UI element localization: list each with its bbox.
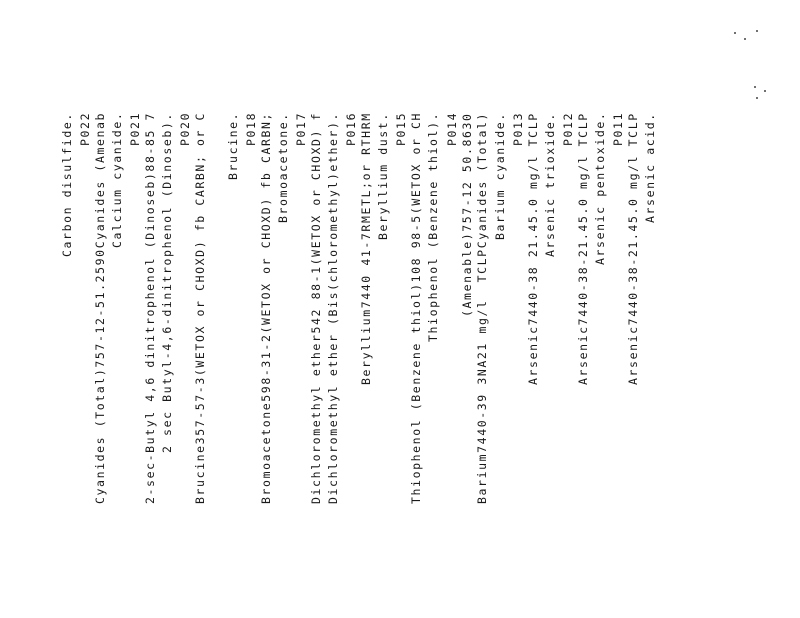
text-line: 2 sec Butyl-4,6-dinitrophenol (Dinoseb). bbox=[160, 112, 174, 453]
text-line: P011 bbox=[611, 112, 625, 147]
scan-speck bbox=[734, 32, 736, 34]
text-line: Dichloromethyl ether (Bis(chloromethyl)ether). bbox=[326, 112, 340, 505]
text-line: P020 bbox=[178, 112, 192, 147]
text-line: Arsenic acid. bbox=[643, 112, 657, 223]
text-line: P021 bbox=[128, 112, 142, 147]
text-line: Thiophenol (Benzene thiol). bbox=[426, 112, 440, 343]
text-line: Barium cyanide. bbox=[493, 112, 507, 240]
text-line: 2-sec-Butyl 4,6 dinitrophenol (Dinoseb)88-85 7 bbox=[143, 112, 157, 505]
text-line: Brucine357-57-3(WETOX or CHOXD) fb CARBN; or C bbox=[193, 112, 207, 505]
text-line: Arsenic pentoxide. bbox=[593, 112, 607, 266]
text-line: P014 bbox=[445, 112, 459, 147]
text-line: P015 bbox=[394, 112, 408, 147]
text-line: Carbon disulfide. bbox=[60, 112, 74, 257]
text-line: Arsenic7440-38-21.45.0 mg/l TCLP bbox=[576, 112, 590, 385]
text-line: Thiophenol (Benzene thiol)108 98-5(WETOX or CH bbox=[409, 112, 423, 505]
text-line: Dichloromethyl ether542 88-1(WETOX or CHOXD) f bbox=[309, 112, 323, 505]
text-line: Bromoacetone598-31-2(WETOX or CHOXD) fb CARBN; bbox=[259, 112, 273, 505]
text-line: P016 bbox=[344, 112, 358, 147]
text-line: Arsenic7440-38 21.45.0 mg/l TCLP bbox=[526, 112, 540, 385]
text-line: (Amenable)757-12 50.8630 bbox=[460, 112, 474, 317]
text-line: Cyanides (Total)757-12-51.2590Cyanides (Amenab bbox=[93, 112, 107, 505]
text-line: Bromoacetone. bbox=[276, 112, 290, 223]
text-line: P018 bbox=[244, 112, 258, 147]
scan-speck bbox=[756, 30, 758, 32]
text-line: Beryllium dust. bbox=[376, 112, 390, 240]
text-line: Barium7440-39 3NA21 mg/l TCLPCyanides (Total) bbox=[475, 112, 489, 505]
text-line: Arsenic7440-38-21.45.0 mg/l TCLP bbox=[626, 112, 640, 385]
text-line: Brucine. bbox=[226, 112, 240, 181]
text-line: P022 bbox=[78, 112, 92, 147]
scan-speck bbox=[764, 90, 766, 92]
scan-speck bbox=[744, 38, 746, 40]
text-line: P017 bbox=[294, 112, 308, 147]
scan-speck bbox=[754, 86, 756, 88]
text-line: Beryllium7440 41-7RMETL;or RTHRM bbox=[359, 112, 373, 385]
scan-speck bbox=[756, 97, 758, 99]
text-line: Calcium cyanide. bbox=[110, 112, 124, 249]
text-line: P012 bbox=[561, 112, 575, 147]
text-line: Arsenic trioxide. bbox=[543, 112, 557, 257]
text-line: P013 bbox=[511, 112, 525, 147]
